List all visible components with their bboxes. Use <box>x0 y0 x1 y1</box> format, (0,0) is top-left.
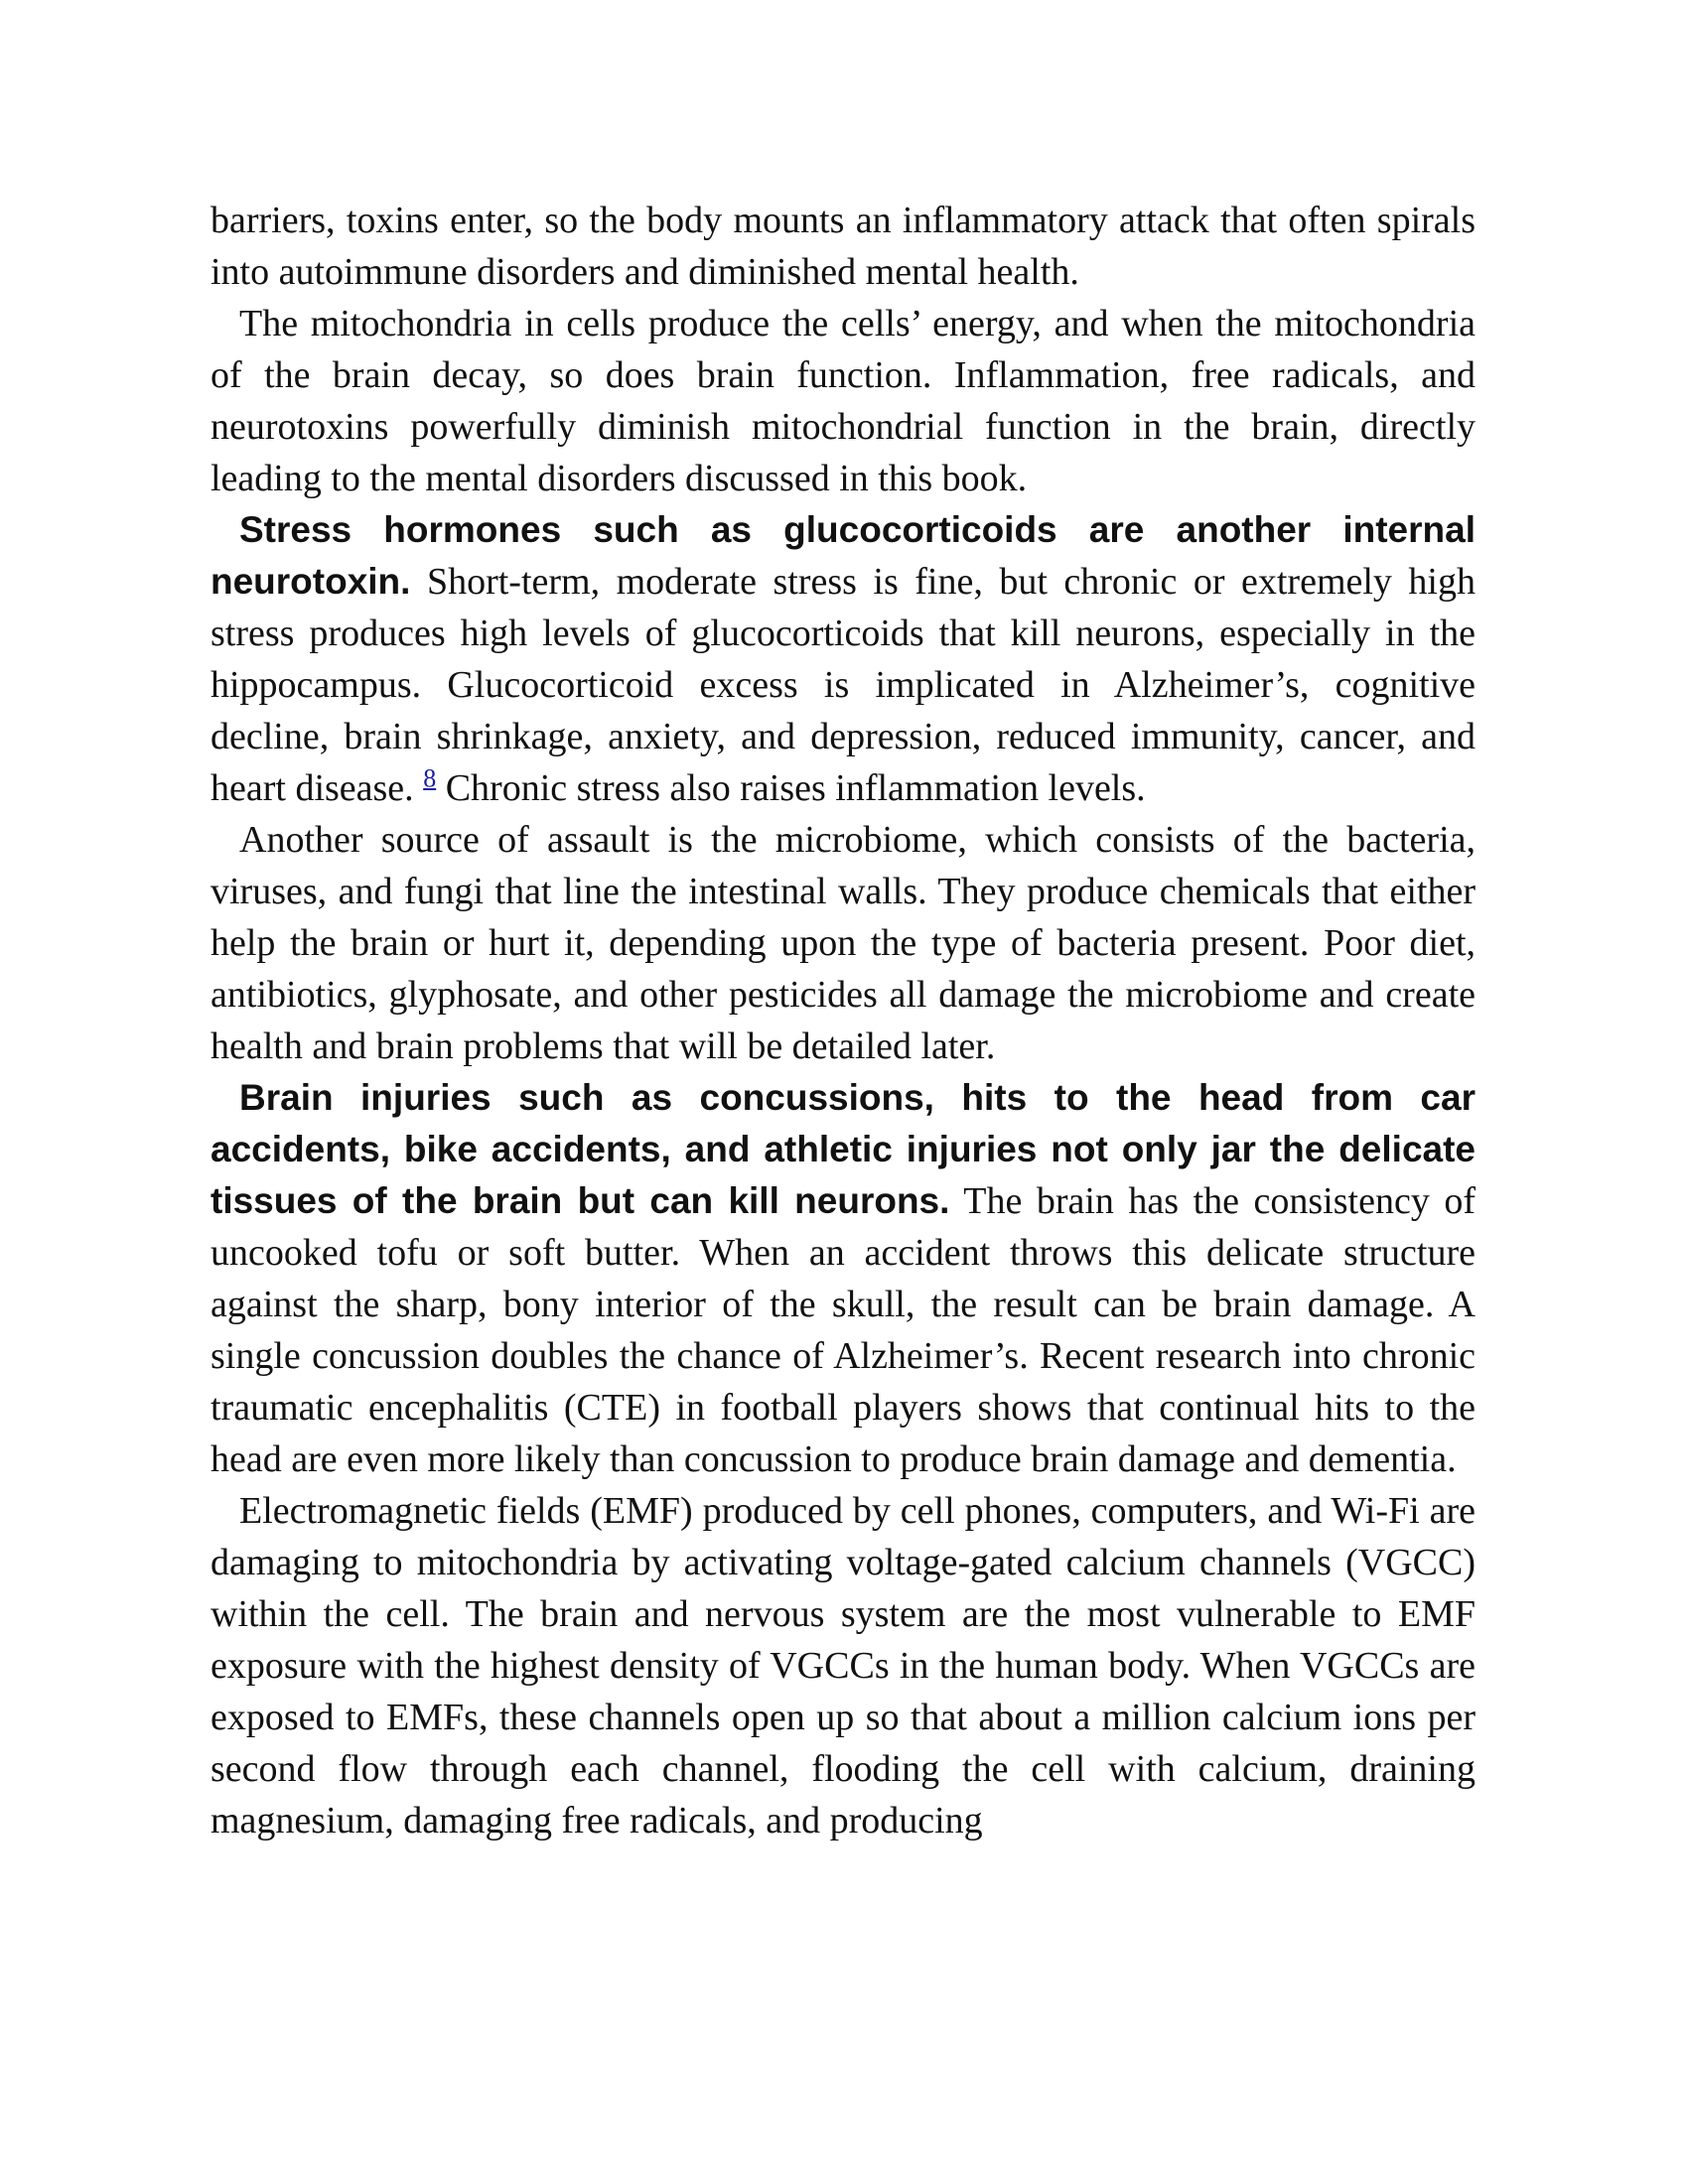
paragraph-text: The brain has the consistency of uncooked tofu or soft butter. When an accident throws this delicate structure against the sharp, bony interior of the skull, the result can be brain damage. A single concussion doubles the chance of Alzheimer’s. Recent research into chronic traumatic encephalitis (CTE) in football players shows that continual hits to the head are even more likely than concussion to produce brain damage and dementia. <box>211 1180 1476 1480</box>
paragraph-lead-bold: Stress hormones such as glucocorticoids are another internal neurotoxin. <box>211 509 1476 602</box>
paragraph-microbiome <box>211 814 1476 1072</box>
paragraph-text-after: Chronic stress also raises inflammation levels. <box>436 767 1146 809</box>
paragraph-text: Electromagnetic fields (EMF) produced by cell phones, computers, and Wi-Fi are damaging to mitochondria by activating voltage-gated calcium channels (VGCC) within the cell. The brain and nervous system are the most vulnerable to EMF exposure with the highest density of VGCCs in the human body. When VGCCs are exposed to EMFs, these channels open up so that about a million calcium ions per second flow through each channel, flooding the cell with calcium, draining magnesium, damaging free radicals, and producing <box>211 1490 1476 1842</box>
footnote-link[interactable]: 8 <box>423 763 437 793</box>
paragraph-mitochondria <box>211 298 1476 504</box>
paragraph-text: Short-term, moderate stress is fine, but chronic or extremely high stress produces high levels of glucocorticoids that kill neurons, especially in the hippocampus. Glucocorticoid excess is implicated in Alzheimer’s, cognitive decline, brain shrinkage, anxiety, and depression, reduced immunity, cancer, and heart disease. <box>211 561 1476 809</box>
paragraph-emf <box>211 1485 1476 1846</box>
paragraph-brain-injuries <box>211 1072 1476 1485</box>
paragraph-text: The mitochondria in cells produce the cells’ energy, and when the mitochondria of the brain decay, so does brain function. Inflammation, free radicals, and neurotoxins powerfully diminish mitochondrial function in the brain, directly leading to the mental disorders discussed in this book. <box>211 303 1476 499</box>
page-body <box>211 195 1476 1846</box>
paragraph-lead-bold: Brain injuries such as concussions, hits to the head from car accidents, bike accidents, and athletic injuries not only jar the delicate tissues of the brain but can kill neurons. <box>211 1077 1476 1221</box>
paragraph-text: Another source of assault is the microbiome, which consists of the bacteria, viruses, and fungi that line the intestinal walls. They produce chemicals that either help the brain or hurt it, depending upon the type of bacteria present. Poor diet, antibiotics, glyphosate, and other pesticides all damage the microbiome and create health and brain problems that will be detailed later. <box>211 819 1476 1067</box>
paragraph-continuation <box>211 195 1476 298</box>
paragraph-text: barriers, toxins enter, so the body mounts an inflammatory attack that often spirals into autoimmune disorders and diminished mental health. <box>211 200 1476 293</box>
paragraph-stress-hormones <box>211 504 1476 814</box>
